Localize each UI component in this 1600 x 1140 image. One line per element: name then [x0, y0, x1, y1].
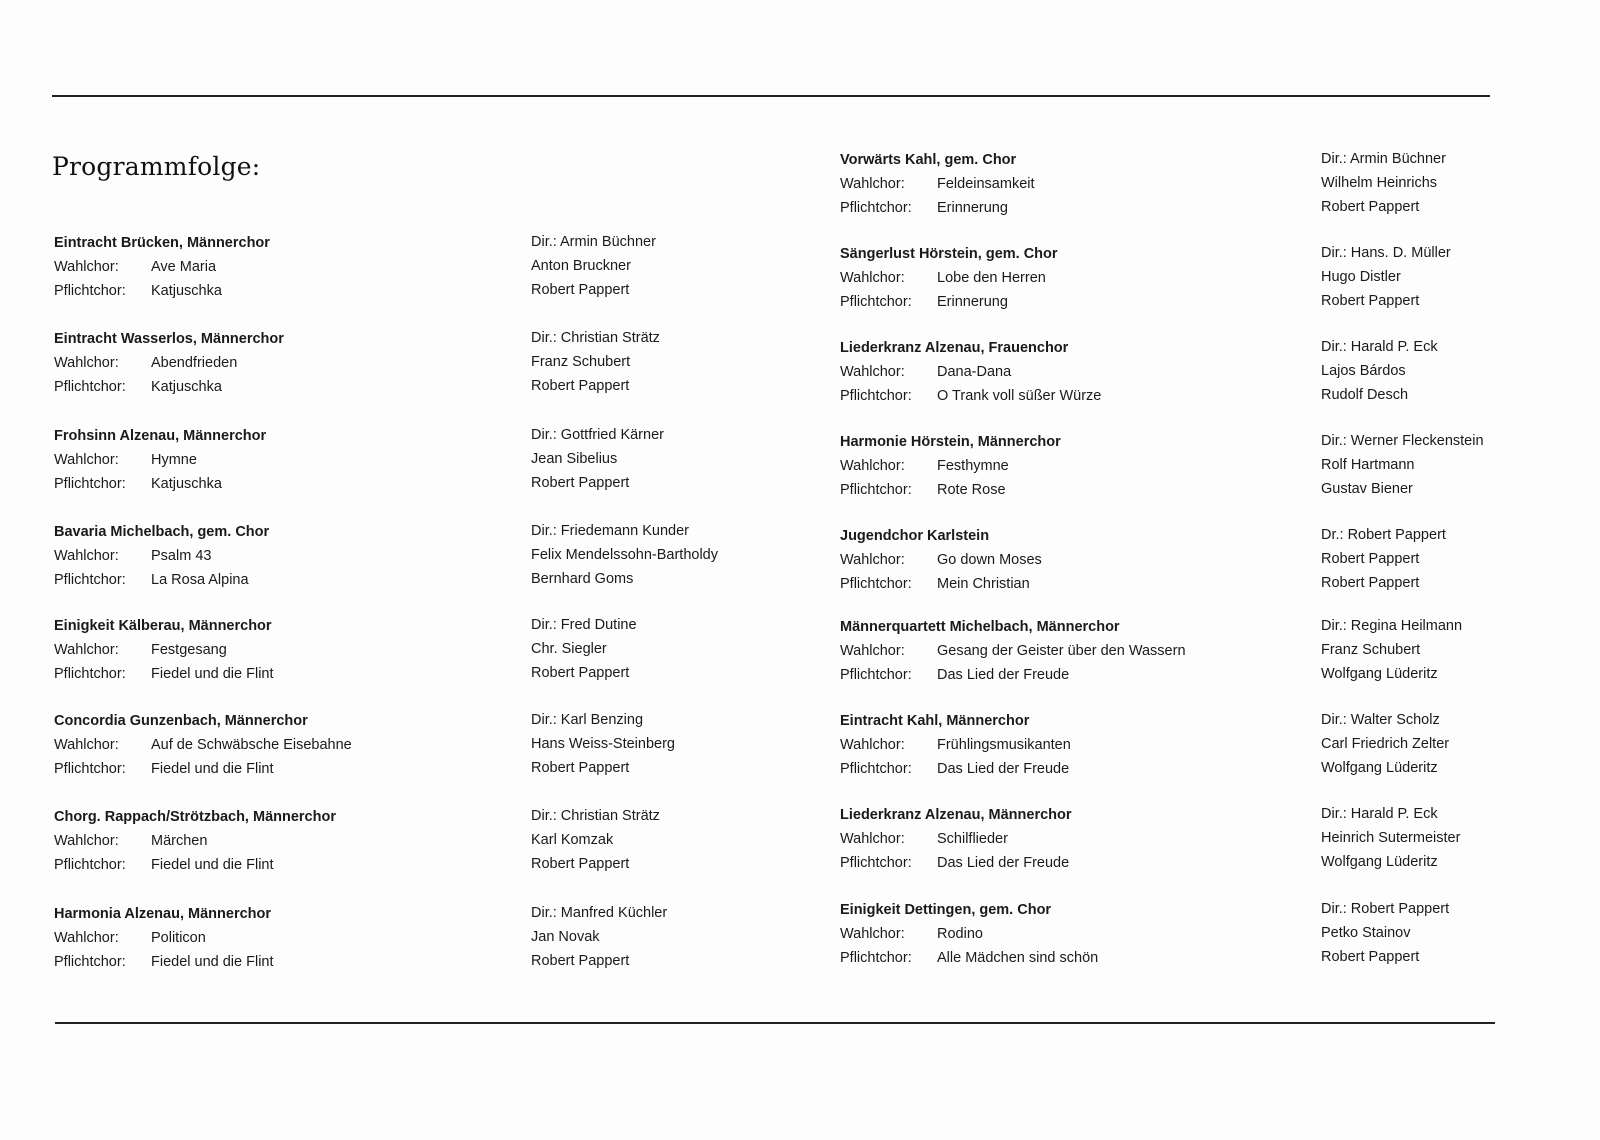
composer-pflichtchor: Robert Pappert [531, 282, 630, 298]
director-block [531, 901, 667, 973]
wahlchor-piece: Abendfrieden [151, 355, 238, 371]
director-name: Dir.: Fred Dutine [531, 617, 637, 633]
program-entry [54, 709, 352, 781]
choir-name: Einigkeit Dettingen, gem. Chor [840, 902, 1052, 918]
director-name: Dir.: Armin Büchner [1321, 151, 1446, 167]
pflichtchor-label: Pflichtchor: [840, 388, 912, 404]
wahlchor-row [840, 639, 1186, 663]
composer-pflichtchor: Robert Pappert [531, 953, 630, 969]
director-block [531, 326, 660, 398]
director-name: Dir.: Karl Benzing [531, 712, 644, 728]
wahlchor-piece: Festgesang [151, 642, 227, 658]
pflichtchor-row [840, 663, 1186, 687]
composer-pflichtchor: Robert Pappert [1321, 293, 1420, 309]
wahlchor-piece: Auf de Schwäbsche Eisebahne [151, 737, 352, 753]
composer-pflichtchor: Robert Pappert [531, 856, 630, 872]
pflichtchor-piece: Das Lied der Freude [937, 855, 1070, 871]
wahlchor-row [54, 733, 352, 757]
pflichtchor-row [54, 279, 270, 303]
pflichtchor-label: Pflichtchor: [54, 572, 126, 588]
wahlchor-piece: Schilflieder [937, 831, 1008, 847]
pflichtchor-piece: Katjuschka [151, 283, 222, 299]
director-block [531, 804, 660, 876]
pflichtchor-piece: Das Lied der Freude [937, 667, 1070, 683]
program-entry [54, 520, 269, 592]
director-block [1321, 335, 1501, 407]
director-block [1321, 147, 1501, 219]
wahlchor-piece: Dana-Dana [937, 364, 1012, 380]
director-name: Dir.: Hans. D. Müller [1321, 245, 1451, 261]
director-block [1321, 241, 1501, 313]
director-name: Dir.: Armin Büchner [531, 234, 656, 250]
pflichtchor-piece: Erinnerung [937, 294, 1008, 310]
pflichtchor-label: Pflichtchor: [840, 482, 912, 498]
program-entry [54, 614, 274, 686]
composer-pflichtchor: Wolfgang Lüderitz [1321, 760, 1438, 776]
composer-pflichtchor: Wolfgang Lüderitz [1321, 854, 1438, 870]
director-block [531, 613, 637, 685]
pflichtchor-row [54, 950, 274, 974]
choir-name: Harmonia Alzenau, Männerchor [54, 906, 272, 922]
pflichtchor-piece: Erinnerung [937, 200, 1008, 216]
director-name: Dr.: Robert Pappert [1321, 527, 1446, 543]
pflichtchor-row [54, 757, 352, 781]
director-block [1321, 708, 1501, 780]
choir-name: Eintracht Kahl, Männerchor [840, 713, 1030, 729]
director-name: Dir.: Gottfried Kärner [531, 427, 664, 443]
composer-wahlchor: Petko Stainov [1321, 925, 1411, 941]
choir-name: Harmonie Hörstein, Männerchor [840, 434, 1061, 450]
wahlchor-label: Wahlchor: [840, 364, 905, 380]
composer-pflichtchor: Robert Pappert [1321, 575, 1420, 591]
choir-name: Liederkranz Alzenau, Frauenchor [840, 340, 1069, 356]
pflichtchor-row [54, 568, 269, 592]
wahlchor-row [840, 548, 1042, 572]
program-entry [54, 805, 336, 877]
pflichtchor-label: Pflichtchor: [54, 954, 126, 970]
pflichtchor-label: Pflichtchor: [840, 761, 912, 777]
pflichtchor-piece: La Rosa Alpina [151, 572, 249, 588]
wahlchor-row [840, 454, 1061, 478]
program-entry [840, 242, 1058, 314]
pflichtchor-piece: Das Lied der Freude [937, 761, 1070, 777]
program-entry [840, 898, 1098, 970]
wahlchor-row [54, 544, 269, 568]
director-block [1321, 897, 1501, 969]
choir-name: Vorwärts Kahl, gem. Chor [840, 152, 1017, 168]
pflichtchor-row [840, 946, 1098, 970]
wahlchor-label: Wahlchor: [840, 737, 905, 753]
pflichtchor-piece: Fiedel und die Flint [151, 954, 274, 970]
pflichtchor-piece: Fiedel und die Flint [151, 761, 274, 777]
director-block [531, 230, 656, 302]
director-name: Dir.: Harald P. Eck [1321, 339, 1438, 355]
wahlchor-row [840, 827, 1072, 851]
wahlchor-label: Wahlchor: [54, 452, 119, 468]
program-entry [840, 336, 1101, 408]
composer-pflichtchor: Robert Pappert [531, 665, 630, 681]
pflichtchor-label: Pflichtchor: [840, 855, 912, 871]
director-name: Dir.: Walter Scholz [1321, 712, 1440, 728]
pflichtchor-row [54, 853, 336, 877]
wahlchor-piece: Märchen [151, 833, 208, 849]
wahlchor-piece: Ave Maria [151, 259, 217, 275]
choir-name: Frohsinn Alzenau, Männerchor [54, 428, 267, 444]
director-block [1321, 802, 1501, 874]
wahlchor-label: Wahlchor: [54, 259, 119, 275]
wahlchor-piece: Gesang der Geister über den Wassern [937, 643, 1186, 659]
composer-pflichtchor: Wolfgang Lüderitz [1321, 666, 1438, 682]
wahlchor-row [54, 448, 266, 472]
director-name: Dir.: Robert Pappert [1321, 901, 1450, 917]
director-name: Dir.: Manfred Küchler [531, 905, 668, 921]
choir-name: Männerquartett Michelbach, Männerchor [840, 619, 1120, 635]
choir-name: Einigkeit Kälberau, Männerchor [54, 618, 272, 634]
composer-wahlchor: Wilhelm Heinrichs [1321, 175, 1438, 191]
program-entry [840, 709, 1071, 781]
pflichtchor-label: Pflichtchor: [840, 950, 912, 966]
composer-wahlchor: Franz Schubert [531, 354, 631, 370]
pflichtchor-piece: O Trank voll süßer Würze [937, 388, 1102, 404]
wahlchor-row [54, 351, 284, 375]
composer-pflichtchor: Robert Pappert [531, 475, 630, 491]
wahlchor-piece: Rodino [937, 926, 983, 942]
composer-wahlchor: Jean Sibelius [531, 451, 618, 467]
wahlchor-label: Wahlchor: [54, 737, 119, 753]
wahlchor-piece: Frühlingsmusikanten [937, 737, 1071, 753]
top-rule [52, 95, 1490, 97]
pflichtchor-piece: Katjuschka [151, 476, 222, 492]
wahlchor-row [840, 172, 1035, 196]
pflichtchor-label: Pflichtchor: [54, 476, 126, 492]
pflichtchor-label: Pflichtchor: [54, 379, 126, 395]
composer-pflichtchor: Robert Pappert [1321, 949, 1420, 965]
composer-pflichtchor: Robert Pappert [531, 760, 630, 776]
composer-wahlchor: Hans Weiss-Steinberg [531, 736, 675, 752]
wahlchor-row [54, 926, 274, 950]
pflichtchor-label: Pflichtchor: [840, 576, 912, 592]
wahlchor-piece: Politicon [151, 930, 206, 946]
wahlchor-label: Wahlchor: [54, 355, 119, 371]
choir-name: Jugendchor Karlstein [840, 528, 990, 544]
wahlchor-label: Wahlchor: [840, 552, 905, 568]
program-entry [840, 524, 1042, 596]
pflichtchor-label: Pflichtchor: [54, 283, 126, 299]
director-name: Dir.: Werner Fleckenstein [1321, 433, 1484, 449]
pflichtchor-piece: Rote Rose [937, 482, 1006, 498]
composer-wahlchor: Jan Novak [531, 929, 600, 945]
composer-wahlchor: Lajos Bárdos [1321, 363, 1406, 379]
choir-name: Bavaria Michelbach, gem. Chor [54, 524, 270, 540]
director-block [1321, 614, 1501, 686]
pflichtchor-row [840, 572, 1042, 596]
wahlchor-piece: Psalm 43 [151, 548, 212, 564]
wahlchor-label: Wahlchor: [54, 642, 119, 658]
pflichtchor-row [54, 375, 284, 399]
director-block [1321, 523, 1501, 595]
composer-wahlchor: Franz Schubert [1321, 642, 1421, 658]
program-entry [840, 803, 1072, 875]
choir-name: Chorg. Rappach/Strötzbach, Männerchor [54, 809, 336, 825]
choir-name: Concordia Gunzenbach, Männerchor [54, 713, 308, 729]
program-entry [54, 231, 270, 303]
composer-pflichtchor: Robert Pappert [531, 378, 630, 394]
pflichtchor-row [840, 290, 1058, 314]
director-block [531, 708, 675, 780]
wahlchor-row [840, 360, 1101, 384]
wahlchor-row [840, 922, 1098, 946]
choir-name: Sängerlust Hörstein, gem. Chor [840, 246, 1058, 262]
pflichtchor-row [54, 472, 266, 496]
composer-pflichtchor: Robert Pappert [1321, 199, 1420, 215]
director-block [531, 423, 664, 495]
composer-wahlchor: Felix Mendelssohn-Bartholdy [531, 547, 718, 563]
wahlchor-label: Wahlchor: [840, 176, 905, 192]
pflichtchor-row [54, 662, 274, 686]
pflichtchor-row [840, 384, 1101, 408]
wahlchor-label: Wahlchor: [840, 458, 905, 474]
pflichtchor-piece: Fiedel und die Flint [151, 666, 274, 682]
composer-wahlchor: Carl Friedrich Zelter [1321, 736, 1450, 752]
wahlchor-piece: Feldeinsamkeit [937, 176, 1035, 192]
wahlchor-label: Wahlchor: [840, 643, 905, 659]
pflichtchor-piece: Katjuschka [151, 379, 222, 395]
composer-wahlchor: Chr. Siegler [531, 641, 607, 657]
composer-pflichtchor: Rudolf Desch [1321, 387, 1409, 403]
director-name: Dir.: Harald P. Eck [1321, 806, 1438, 822]
pflichtchor-piece: Fiedel und die Flint [151, 857, 274, 873]
composer-wahlchor: Heinrich Sutermeister [1321, 830, 1461, 846]
wahlchor-label: Wahlchor: [840, 831, 905, 847]
pflichtchor-label: Pflichtchor: [54, 761, 126, 777]
director-name: Dir.: Friedemann Kunder [531, 523, 689, 539]
program-entry [54, 327, 284, 399]
composer-pflichtchor: Bernhard Goms [531, 571, 634, 587]
pflichtchor-row [840, 478, 1061, 502]
wahlchor-row [840, 733, 1071, 757]
composer-wahlchor: Rolf Hartmann [1321, 457, 1415, 473]
choir-name: Eintracht Brücken, Männerchor [54, 235, 270, 251]
wahlchor-label: Wahlchor: [54, 833, 119, 849]
wahlchor-piece: Hymne [151, 452, 197, 468]
choir-name: Liederkranz Alzenau, Männerchor [840, 807, 1072, 823]
wahlchor-piece: Go down Moses [937, 552, 1042, 568]
wahlchor-label: Wahlchor: [54, 548, 119, 564]
composer-wahlchor: Hugo Distler [1321, 269, 1401, 285]
director-block [1321, 429, 1501, 501]
wahlchor-row [54, 255, 270, 279]
wahlchor-row [54, 829, 336, 853]
pflichtchor-label: Pflichtchor: [54, 857, 126, 873]
program-entry [840, 148, 1035, 220]
pflichtchor-row [840, 757, 1071, 781]
wahlchor-row [54, 638, 274, 662]
pflichtchor-piece: Alle Mädchen sind schön [937, 950, 1099, 966]
director-name: Dir.: Christian Strätz [531, 808, 660, 824]
pflichtchor-label: Pflichtchor: [840, 294, 912, 310]
pflichtchor-piece: Mein Christian [937, 576, 1030, 592]
wahlchor-label: Wahlchor: [840, 270, 905, 286]
director-name: Dir.: Regina Heilmann [1321, 618, 1463, 634]
director-block [531, 519, 718, 591]
wahlchor-row [840, 266, 1058, 290]
pflichtchor-row [840, 196, 1035, 220]
pflichtchor-label: Pflichtchor: [54, 666, 126, 682]
program-entry [54, 424, 266, 496]
wahlchor-piece: Festhymne [937, 458, 1009, 474]
page-title: Programmfolge: [52, 152, 261, 181]
director-name: Dir.: Christian Strätz [531, 330, 660, 346]
choir-name: Eintracht Wasserlos, Männerchor [54, 331, 284, 347]
pflichtchor-row [840, 851, 1072, 875]
pflichtchor-label: Pflichtchor: [840, 667, 912, 683]
composer-wahlchor: Robert Pappert [1321, 551, 1420, 567]
wahlchor-label: Wahlchor: [840, 926, 905, 942]
program-entry [840, 615, 1186, 687]
pflichtchor-label: Pflichtchor: [840, 200, 912, 216]
wahlchor-piece: Lobe den Herren [937, 270, 1046, 286]
composer-wahlchor: Anton Bruckner [531, 258, 631, 274]
wahlchor-label: Wahlchor: [54, 930, 119, 946]
bottom-rule [55, 1022, 1495, 1024]
program-entry [840, 430, 1061, 502]
composer-pflichtchor: Gustav Biener [1321, 481, 1413, 497]
composer-wahlchor: Karl Komzak [531, 832, 614, 848]
program-entry [54, 902, 274, 974]
